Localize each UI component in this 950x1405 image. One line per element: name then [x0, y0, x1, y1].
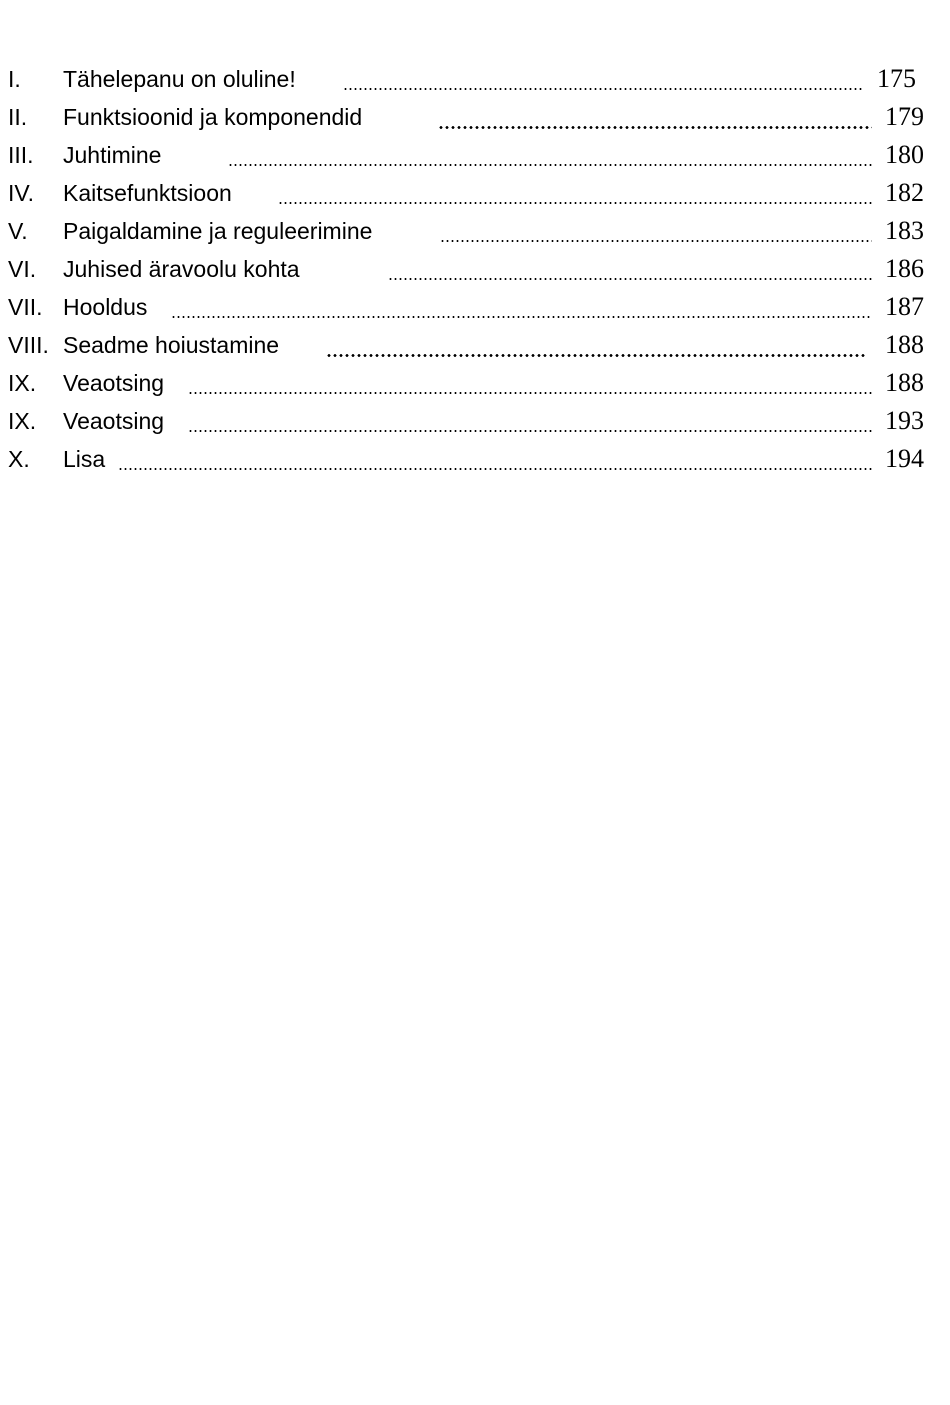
- toc-entry[interactable]: [8, 214, 924, 252]
- toc-entry-page: 193: [885, 406, 924, 435]
- toc-entry[interactable]: [8, 176, 924, 214]
- toc-entry-number: V.: [8, 218, 28, 244]
- toc-entry-number: III.: [8, 142, 34, 168]
- toc-entry-title: Tähelepanu on oluline!: [63, 66, 296, 92]
- dot-leader: [188, 392, 872, 394]
- toc-entry-title: Veaotsing: [63, 408, 165, 434]
- toc-entry[interactable]: [8, 404, 924, 442]
- toc-entry-page: 175: [877, 64, 916, 93]
- dot-leader: [171, 316, 872, 318]
- toc-entry[interactable]: [8, 138, 924, 176]
- dot-leader: [326, 354, 866, 357]
- table-of-contents: [8, 62, 924, 480]
- toc-entry-page: 182: [885, 178, 924, 207]
- toc-entry-page: 187: [885, 292, 924, 321]
- toc-entry-number: X.: [8, 446, 30, 472]
- toc-entry-title: Funktsioonid ja komponendid: [63, 104, 363, 130]
- toc-entry-page: 183: [885, 216, 924, 245]
- dot-leader: [440, 240, 872, 242]
- toc-entry-number: I.: [8, 66, 21, 92]
- toc-entry-title: Kaitsefunktsioon: [63, 180, 232, 206]
- toc-entry-number: VI.: [8, 256, 37, 282]
- toc-entry-page: 194: [885, 444, 924, 473]
- toc-entry-page: 179: [885, 102, 924, 131]
- toc-entry-page: 188: [885, 330, 924, 359]
- toc-entry-title: Lisa: [63, 446, 106, 472]
- toc-entry[interactable]: [8, 100, 924, 138]
- dot-leader: [118, 468, 872, 470]
- dot-leader: [343, 88, 864, 90]
- toc-entry-page: 180: [885, 140, 924, 169]
- toc-entry[interactable]: [8, 252, 924, 290]
- toc-entry-page: 186: [885, 254, 924, 283]
- toc-entry[interactable]: [8, 290, 924, 328]
- toc-entry-title: Paigaldamine ja reguleerimine: [63, 218, 373, 244]
- toc-entry-title: Hooldus: [63, 294, 148, 320]
- toc-entry-title: Veaotsing: [63, 370, 165, 396]
- dot-leader: [278, 202, 872, 204]
- dot-leader: [438, 126, 872, 129]
- toc-entry-title: Juhised äravoolu kohta: [63, 256, 300, 282]
- toc-entry-number: IX.: [8, 408, 37, 434]
- dot-leader: [188, 430, 872, 432]
- toc-entry-number: IV.: [8, 180, 35, 206]
- toc-entry-title: Juhtimine: [63, 142, 162, 168]
- toc-entry[interactable]: [8, 366, 924, 404]
- toc-entry[interactable]: [8, 328, 924, 366]
- toc-entry[interactable]: [8, 62, 924, 100]
- toc-entry-number: IX.: [8, 370, 37, 396]
- toc-entry-title: Seadme hoiustamine: [63, 332, 280, 358]
- toc-entry-number: II.: [8, 104, 28, 130]
- toc-entry-number: VII.: [8, 294, 43, 320]
- toc-entry[interactable]: [8, 442, 924, 480]
- toc-entry-page: 188: [885, 368, 924, 397]
- dot-leader: [388, 278, 872, 280]
- toc-entry-number: VIII.: [8, 332, 49, 358]
- dot-leader: [228, 164, 872, 166]
